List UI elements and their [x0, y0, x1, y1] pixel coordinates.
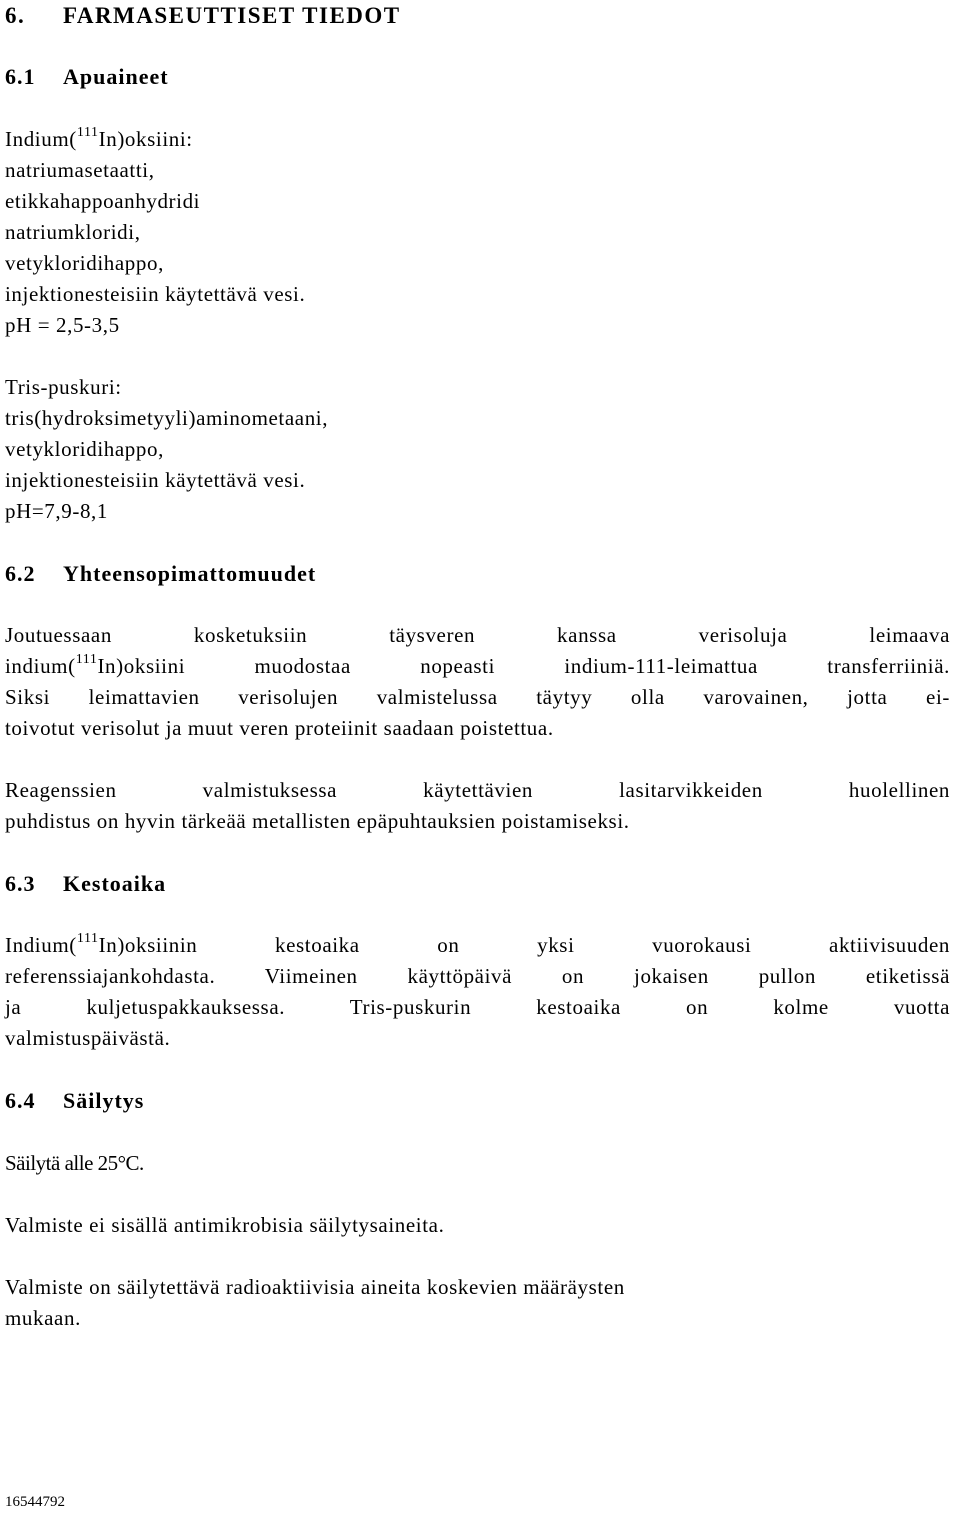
ingredient-line: injektionesteisiin käytettävä vesi. — [5, 468, 306, 492]
paragraph-line: valmistuspäivästä. — [5, 1026, 171, 1050]
ingredient-line: pH=7,9-8,1 — [5, 499, 109, 523]
paragraph-line: mukaan. — [5, 1306, 81, 1330]
paragraph-line: Siksi leimattavien verisolujen valmistelussa täytyy olla varovainen, jotta ei- — [5, 685, 950, 709]
section-title: Yhteensopimattomuudet — [63, 561, 317, 586]
ingredient-line: vetykloridihappo, — [5, 251, 164, 275]
paragraph-line — [5, 651, 950, 682]
section-number: 6.1 — [5, 64, 36, 89]
ingredient-line: natriumasetaatti, — [5, 158, 155, 182]
paragraph-line: Säilytä alle 25°C. — [5, 1151, 144, 1175]
paragraph-line: Joutuessaan kosketuksiin täysveren kanssa verisoluja leimaava — [5, 623, 950, 647]
ingredient-line: etikkahappoanhydridi — [5, 189, 201, 213]
section-title: Kestoaika — [63, 871, 167, 896]
section-number: 6.2 — [5, 561, 36, 586]
ingredient-line — [5, 124, 193, 155]
paragraph-line: Reagenssien valmistuksessa käytettävien lasitarvikkeiden huolellinen — [5, 778, 950, 802]
section-6-heading — [5, 0, 401, 31]
superscript: 111 — [76, 931, 99, 946]
ingredient-line: vetykloridihappo, — [5, 437, 164, 461]
ingredient-line: natriumkloridi, — [5, 220, 141, 244]
section-title: FARMASEUTTISET TIEDOT — [63, 3, 401, 28]
section-6-4-heading — [5, 1085, 144, 1116]
section-title: Apuaineet — [63, 64, 169, 89]
superscript: 111 — [76, 125, 99, 140]
section-number: 6.3 — [5, 871, 36, 896]
paragraph-line: puhdistus on hyvin tärkeää metallisten epäpuhtauksien poistamiseksi. — [5, 809, 630, 833]
text-fragment: In)oksiini: — [98, 127, 193, 151]
section-number: 6.4 — [5, 1088, 36, 1113]
text-fragment: In)oksiini muodostaa nopeasti indium-111-leimattua transferriiniä. — [97, 654, 950, 678]
paragraph-line: toivotut verisolut ja muut veren proteiinit saadaan poistettua. — [5, 716, 554, 740]
text-fragment: Indium( — [5, 933, 77, 957]
paragraph-line: referenssiajankohdasta. Viimeinen käyttöpäivä on jokaisen pullon etiketissä — [5, 964, 950, 988]
section-number: 6. — [5, 3, 26, 28]
paragraph-line: ja kuljetuspakkauksessa. Tris-puskurin kestoaika on kolme vuotta — [5, 995, 950, 1019]
ingredient-line: tris(hydroksimetyyli)aminometaani, — [5, 406, 329, 430]
document-code: 16544792 — [5, 1494, 65, 1510]
paragraph-line: Valmiste ei sisällä antimikrobisia säilytysaineita. — [5, 1213, 445, 1237]
section-6-2-heading — [5, 558, 316, 589]
text-fragment: In)oksiinin kestoaika on yksi vuorokausi aktiivisuuden — [98, 933, 950, 957]
section-title: Säilytys — [63, 1088, 145, 1113]
section-6-1-heading — [5, 61, 169, 92]
paragraph-line: Valmiste on säilytettävä radioaktiivisia aineita koskevien määräysten — [5, 1275, 625, 1299]
ingredient-line: injektionesteisiin käytettävä vesi. — [5, 282, 306, 306]
ingredient-line: pH = 2,5-3,5 — [5, 313, 120, 337]
section-6-3-heading — [5, 868, 166, 899]
paragraph-line — [5, 930, 950, 961]
ingredient-line: Tris-puskuri: — [5, 375, 122, 399]
text-fragment: indium( — [5, 654, 76, 678]
text-fragment: Indium( — [5, 127, 77, 151]
superscript: 111 — [75, 652, 98, 667]
